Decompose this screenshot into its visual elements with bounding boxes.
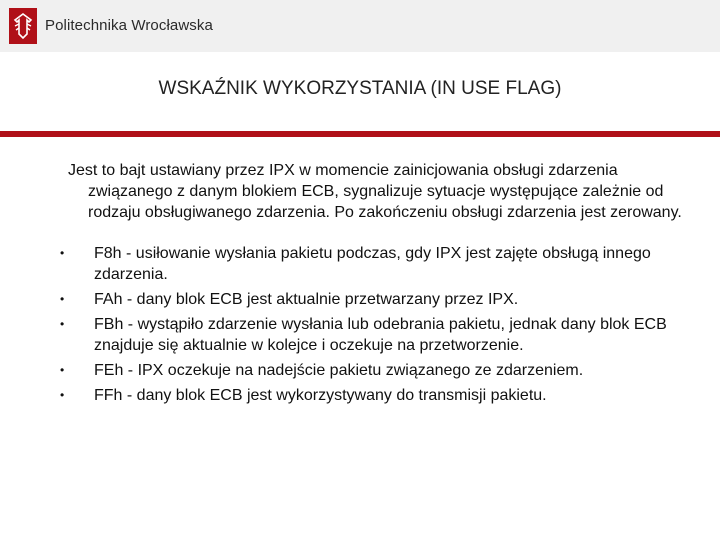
bullet-icon: • bbox=[60, 363, 65, 377]
slide-title-text: WSKAŹNIK WYKORZYSTANIA (IN USE FLAG) bbox=[158, 78, 562, 99]
bullet-icon: • bbox=[60, 246, 65, 260]
list-item-text: FFh - dany blok ECB jest wykorzystywany do transmisji pakietu. bbox=[94, 387, 547, 404]
bullet-icon: • bbox=[60, 388, 65, 402]
list-item bbox=[60, 360, 688, 381]
institution-name: Politechnika Wrocławska bbox=[45, 17, 213, 34]
list-item bbox=[60, 243, 688, 285]
bullet-list bbox=[60, 243, 688, 406]
list-item bbox=[60, 385, 688, 406]
header-bar bbox=[0, 0, 720, 53]
list-item bbox=[60, 289, 688, 310]
intro-paragraph: Jest to bajt ustawiany przez IPX w momencie zainicjowania obsługi zdarzenia związanego z danym blokiem ECB, sygnalizuje sytuacje występujące zależnie od rodzaju obsługiwanego zdarzenia. Po zakończeniu obsługi zdarzenia jest zerowany. bbox=[68, 162, 682, 221]
bullet-icon: • bbox=[60, 317, 65, 331]
bullet-icon: • bbox=[60, 292, 65, 306]
eagle-shield-icon bbox=[9, 8, 37, 44]
list-item bbox=[60, 314, 688, 356]
list-item-text: F8h - usiłowanie wysłania pakietu podczas, gdy IPX jest zajęte obsługą innego zdarzenia. bbox=[94, 245, 651, 283]
list-item-text: FBh - wystąpiło zdarzenie wysłania lub odebrania pakietu, jednak dany blok ECB znajduje się aktualnie w kolejce i oczekuje na przetworzenie. bbox=[94, 316, 667, 354]
list-item-text: FEh - IPX oczekuje na nadejście pakietu związanego ze zdarzeniem. bbox=[94, 362, 584, 379]
slide-content bbox=[60, 160, 688, 410]
slide-title bbox=[0, 78, 720, 100]
title-divider bbox=[0, 131, 720, 137]
list-item-text: FAh - dany blok ECB jest aktualnie przetwarzany przez IPX. bbox=[94, 291, 519, 308]
